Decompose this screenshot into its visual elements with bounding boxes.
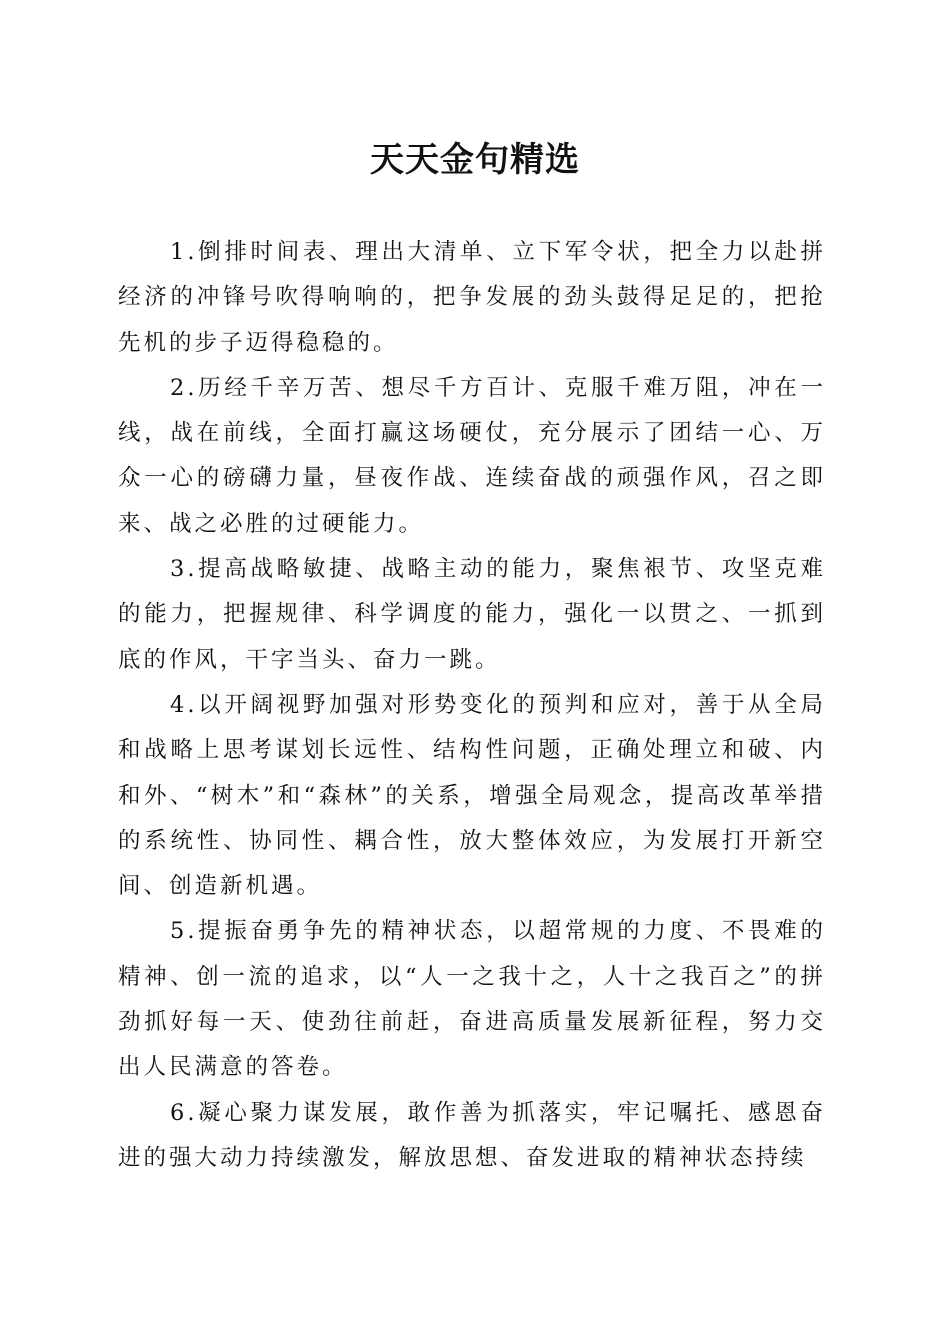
paragraph-1: 1.倒排时间表、理出大清单、立下军令状，把全力以赴拼经济的冲锋号吹得响响的，把争发展的劲头鼓得足足的，把抢先机的步子迈得稳稳的。 [118,239,826,356]
document-title: 天天金句精选 [370,140,580,180]
paragraph-5: 5.提振奋勇争先的精神状态，以超常规的力度、不畏难的精神、创一流的追求，以“人一之我十之，人十之我百之”的拼劲抓好每一天、使劲往前赶，奋进高质量发展新征程，努力交出人民满意的答卷。 [118,918,826,1081]
paragraph-2: 2.历经千辛万苦、想尽千方百计、克服千难万阻，冲在一线，战在前线，全面打赢这场硬仗，充分展示了团结一心、万众一心的磅礴力量，昼夜作战、连续奋战的顽强作风，召之即来、战之必胜的过硬能力。 [118,374,826,537]
paragraph-6: 6.凝心聚力谋发展，敢作善为抓落实，牢记嘱托、感恩奋进的强大动力持续激发，解放思想、奋发进取的精神状态持续 [118,1099,826,1171]
paragraph-3: 3.提高战略敏捷、战略主动的能力，聚焦裉节、攻坚克难的能力，把握规律、科学调度的能力，强化一以贯之、一抓到底的作风，干字当头、奋力一跳。 [118,556,826,673]
paragraph-4: 4.以开阔视野加强对形势变化的预判和应对，善于从全局和战略上思考谋划长远性、结构性问题，正确处理立和破、内和外、“树木”和“森林”的关系，增强全局观念，提高改革举措的系统性、协同性、耦合性，放大整体效应，为发展打开新空间、创造新机遇。 [118,691,826,900]
document-body [118,230,826,1181]
